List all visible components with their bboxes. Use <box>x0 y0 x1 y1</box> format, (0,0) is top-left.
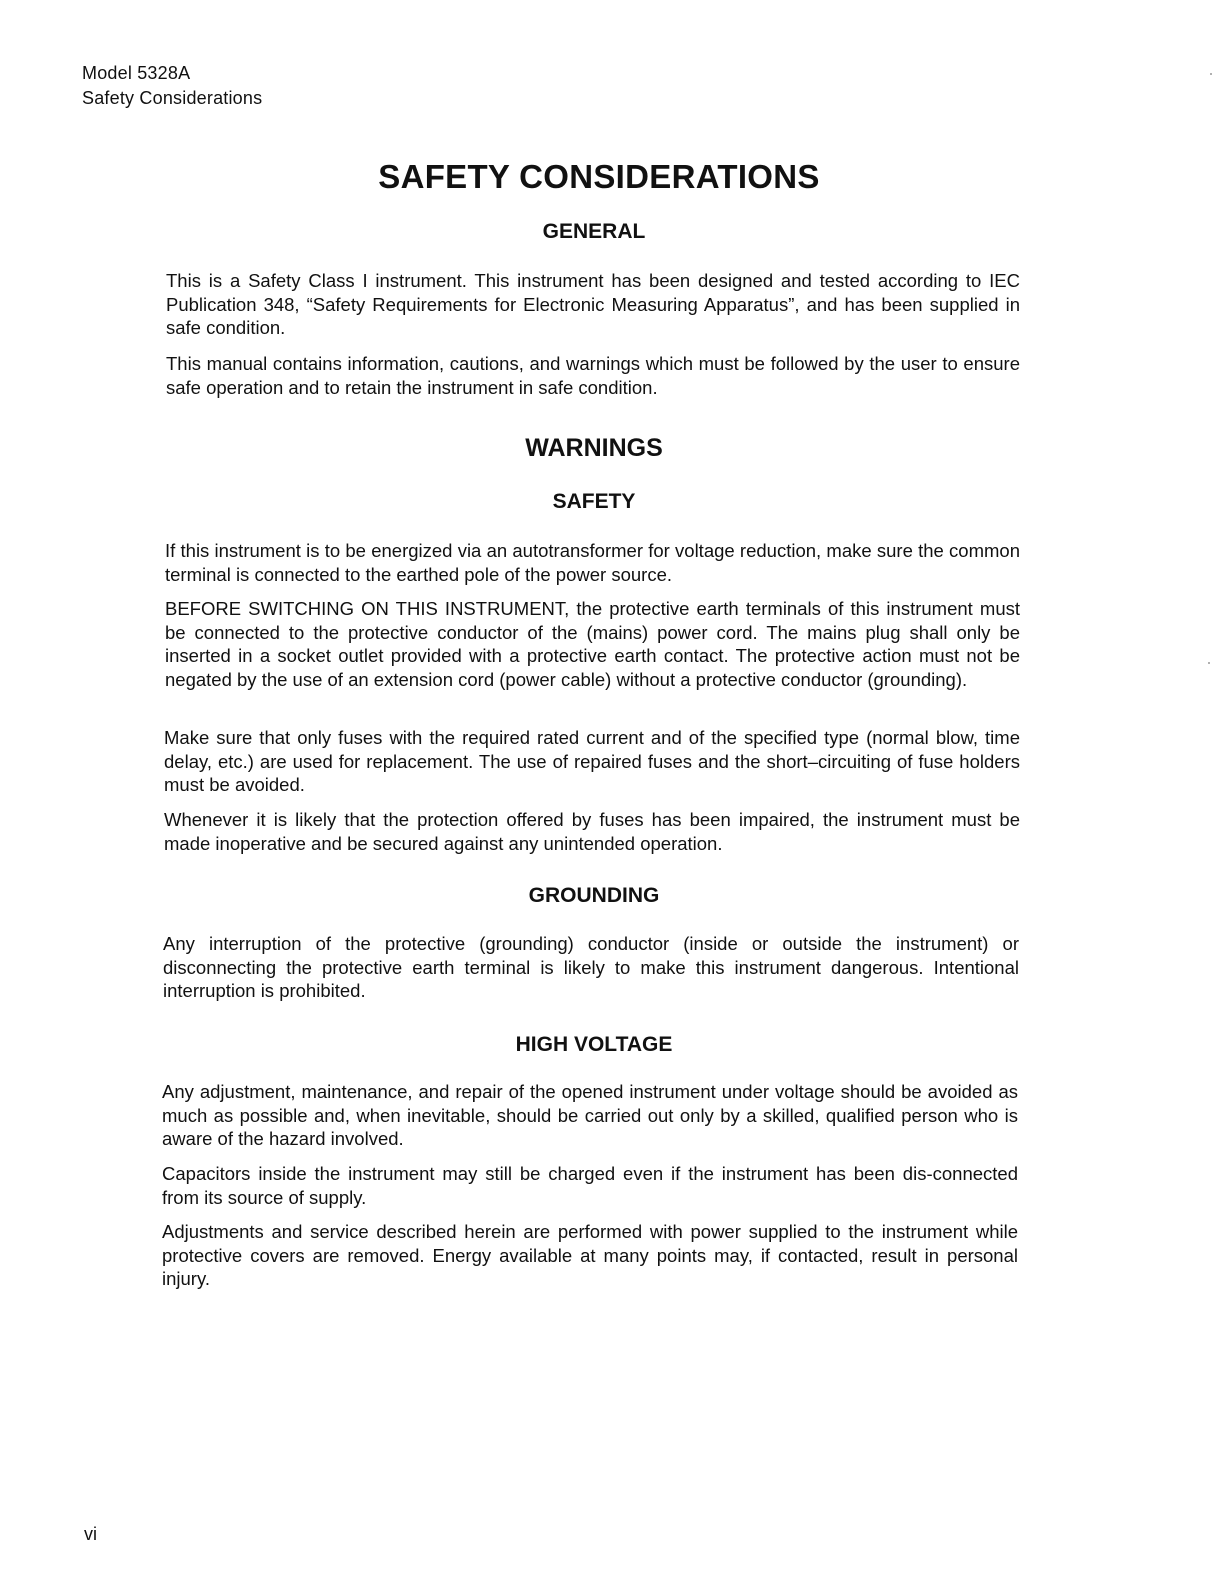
high-voltage-paragraph-1: Any adjustment, maintenance, and repair of the opened instrument under voltage should be avoided as much as possible and, when inevitable, should be carried out only by a skilled, qualified person who is aware of the hazard involved. <box>162 1081 1018 1149</box>
high-voltage-paragraph-2: Capacitors inside the instrument may still be charged even if the instrument has been dis-connected from its source of supply. <box>162 1163 1018 1208</box>
page-title: SAFETY CONSIDERATIONS <box>378 158 820 195</box>
safety-paragraph-2: BEFORE SWITCHING ON THIS INSTRUMENT, the protective earth terminals of this instrument must be connected to the protective conductor of the (mains) power cord. The mains plug shall only be inserted in a socket outlet provided with a protective earth contact. The protective action must not be negated by the use of an extension cord (power cable) without a protective conductor (grounding). <box>165 598 1020 690</box>
header-section: Safety Considerations <box>82 88 263 108</box>
running-header <box>82 61 262 111</box>
scan-speck <box>1208 662 1210 664</box>
safety-heading: SAFETY <box>552 490 636 513</box>
page-number: vi <box>84 1524 97 1544</box>
general-heading: GENERAL <box>542 220 646 243</box>
safety-paragraph-3: Make sure that only fuses with the required rated current and of the specified type (normal blow, time delay, etc.) are used for replacement. The use of repaired fuses and the short–circuiting of fuse holders must be avoided. <box>164 727 1020 795</box>
general-paragraph-2: This manual contains information, cautions, and warnings which must be followed by the user to ensure safe operation and to retain the instrument in safe condition. <box>166 353 1020 398</box>
scan-speck <box>1210 73 1212 75</box>
safety-paragraph-1: If this instrument is to be energized via an autotransformer for voltage reduction, make sure the common terminal is connected to the earthed pole of the power source. <box>165 540 1020 585</box>
safety-paragraph-4: Whenever it is likely that the protection offered by fuses has been impaired, the instrument must be made inoperative and be secured against any unintended operation. <box>164 809 1020 854</box>
warnings-heading: WARNINGS <box>525 434 663 462</box>
high-voltage-paragraph-3: Adjustments and service described herein are performed with power supplied to the instrument while protective covers are removed. Energy available at many points may, if contacted, result in personal injury. <box>162 1221 1018 1289</box>
grounding-heading: GROUNDING <box>528 884 660 907</box>
general-paragraph-1: This is a Safety Class I instrument. This instrument has been designed and tested according to IEC Publication 348, “Safety Requirements for Electronic Measuring Apparatus”, and has been supplied in safe condition. <box>166 270 1020 338</box>
header-model: Model 5328A <box>82 63 191 83</box>
high-voltage-heading: HIGH VOLTAGE <box>515 1033 673 1056</box>
grounding-paragraph-1: Any interruption of the protective (grounding) conductor (inside or outside the instrument) or disconnecting the protective earth terminal is likely to make this instrument dangerous. Intentional interruption is prohibited. <box>163 933 1019 1001</box>
